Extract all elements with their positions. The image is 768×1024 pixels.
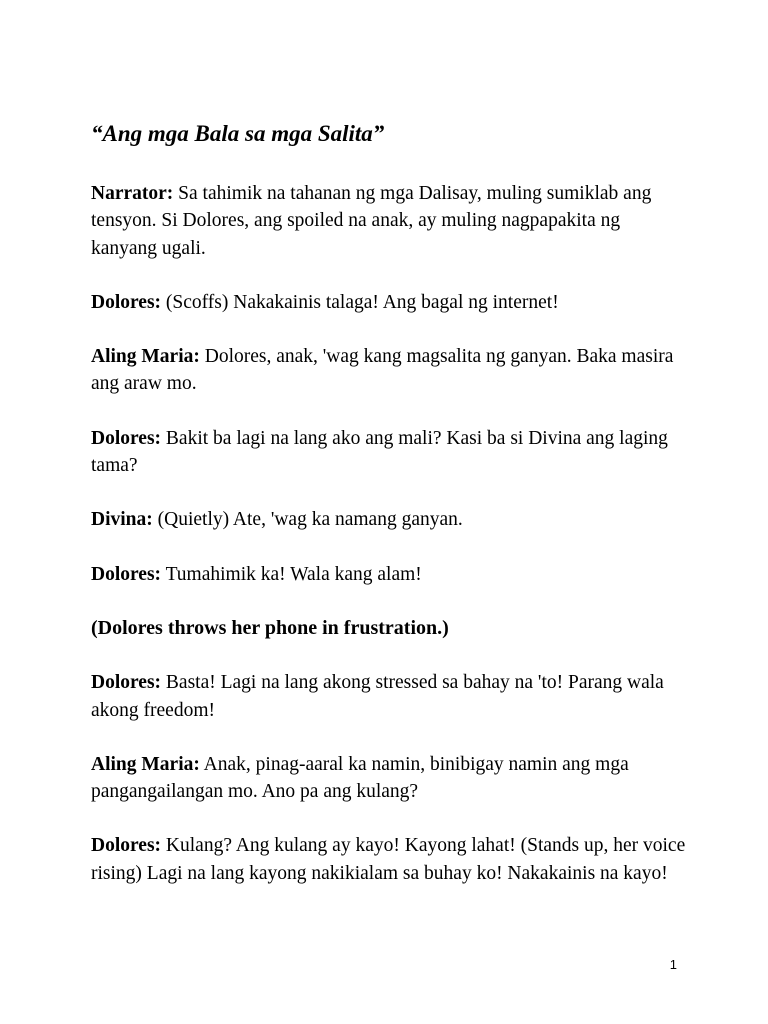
dialogue-text: (Quietly) Ate, 'wag ka namang ganyan. — [152, 509, 463, 531]
dialogue-text: Sa tahimik na tahanan ng mga Dalisay, muling sumiklab ang tensyon. Si Dolores, ang spoiled na anak, ay muling nagpapakita ng kanyang ugali. — [91, 183, 652, 259]
dialogue-line — [91, 289, 691, 316]
document-page — [91, 116, 691, 914]
stage-direction: (Dolores throws her phone in frustration.) — [91, 616, 449, 639]
dialogue-line — [91, 425, 691, 480]
speaker-name: Dolores: — [91, 291, 162, 313]
dialogue-text: Anak, pinag-aaral ka namin, binibigay namin ang mga pangangailangan mo. Ano pa ang kulang? — [91, 753, 629, 803]
dialogue-text: (Scoffs) Nakakainis talaga! Ang bagal ng internet! — [161, 291, 559, 313]
dialogue-line — [91, 561, 691, 588]
dialogue-text: Bakit ba lagi na lang ako ang mali? Kasi ba si Divina ang laging tama? — [91, 427, 668, 477]
dialogue-text: Kulang? Ang kulang ay kayo! Kayong lahat! (Stands up, her voice rising) Lagi na lang kayong nakikialam sa buhay ko! Nakakainis na kayo! — [91, 835, 686, 884]
speaker-name: Dolores: — [91, 672, 162, 694]
speaker-name: Aling Maria: — [91, 753, 200, 775]
speaker-name: Dolores: — [91, 427, 162, 449]
dialogue-line — [91, 832, 691, 887]
page-number: 1 — [669, 957, 677, 972]
dialogue-line — [91, 506, 691, 533]
speaker-name: Aling Maria: — [91, 346, 200, 368]
speaker-name: Narrator: — [91, 183, 174, 204]
speaker-name: Divina: — [91, 509, 153, 531]
dialogue-line — [91, 180, 691, 262]
dialogue-line — [91, 343, 691, 398]
dialogue-line — [91, 669, 691, 724]
dialogue-text: Dolores, anak, 'wag kang magsalita ng ganyan. Baka masira ang araw mo. — [91, 346, 674, 395]
dialogue-line — [91, 751, 691, 806]
script-title: “Ang mga Bala sa mga Salita” — [91, 121, 385, 146]
speaker-name: Dolores: — [91, 835, 162, 857]
dialogue-text: Basta! Lagi na lang akong stressed sa bahay na 'to! Parang wala akong freedom! — [91, 672, 664, 721]
dialogue-text: Tumahimik ka! Wala kang alam! — [161, 563, 422, 585]
speaker-name: Dolores: — [91, 563, 162, 585]
